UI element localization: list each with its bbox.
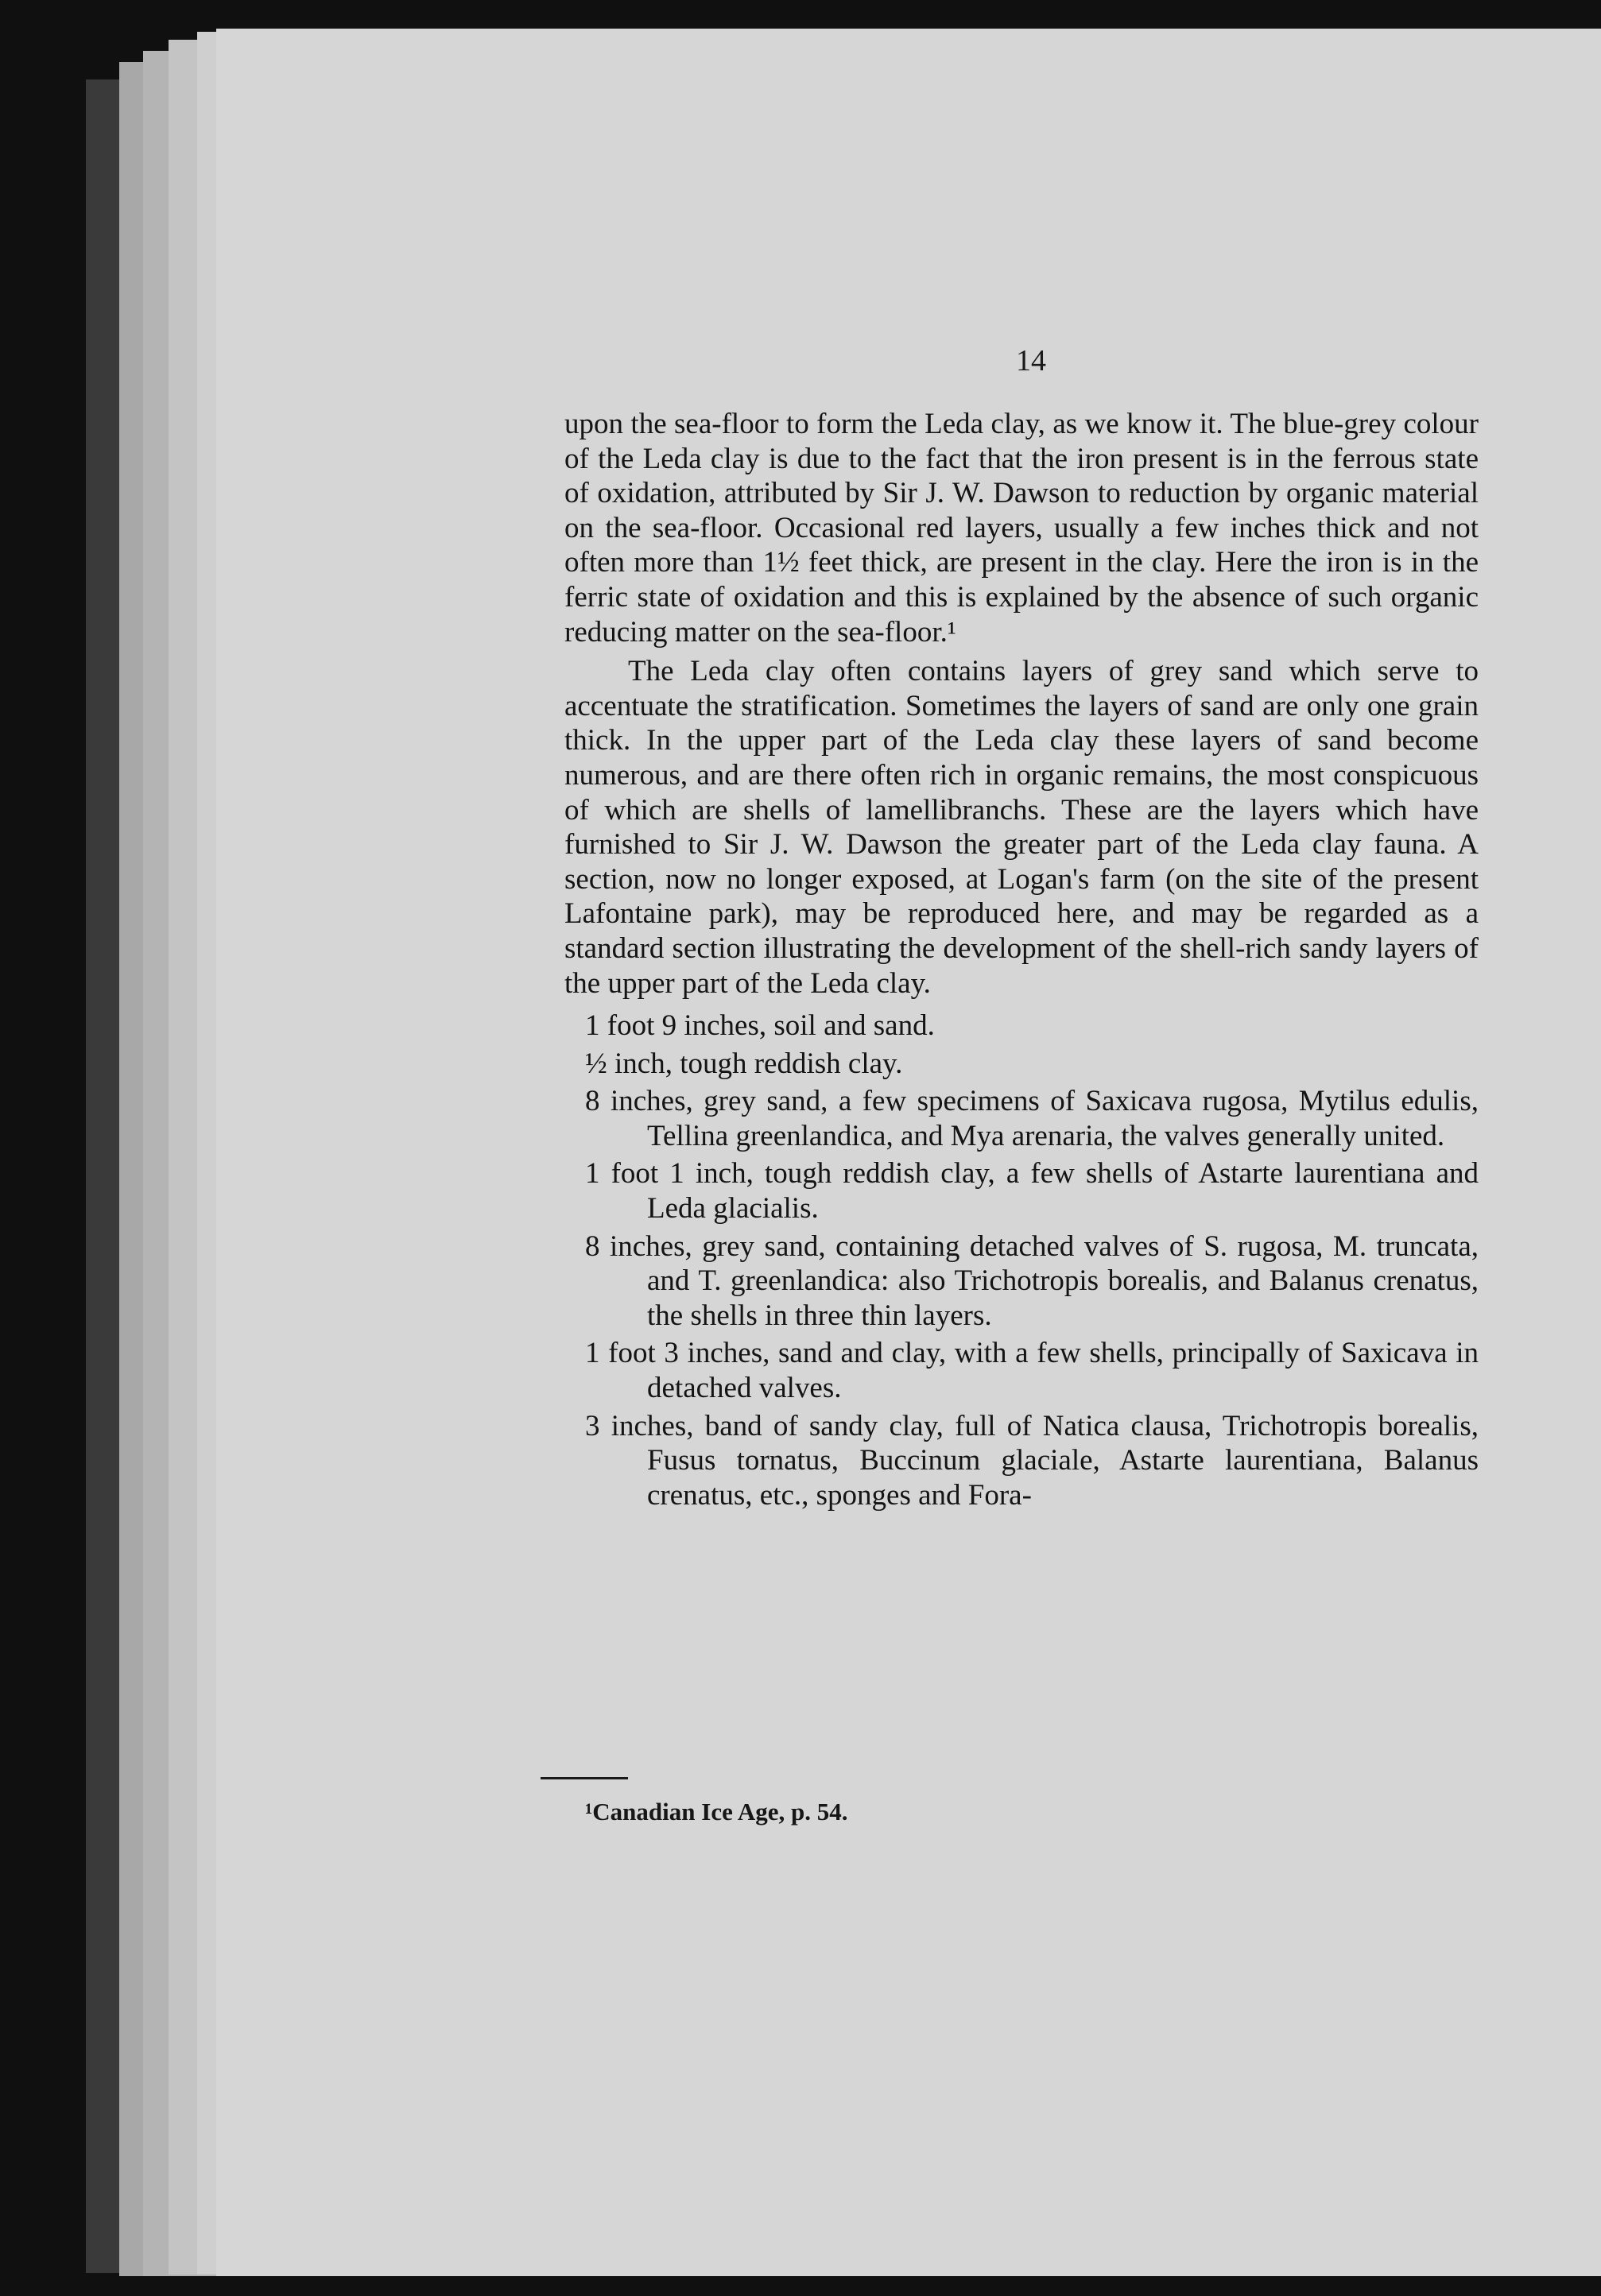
section-layer: 1 foot 1 inch, tough reddish clay, a few shells of Astarte laurentiana and Leda glacialis. [585,1157,1479,1225]
section-layer: 1 foot 9 inches, soil and sand. [585,1009,935,1043]
body-text [564,407,1479,1516]
paragraph: The Leda clay often contains layers of grey sand which serve to accentuate the stratification. Sometimes the layers of sand are only one grain thick. In the upper part of the Leda clay these layers of sand become numerous, and are there often rich in organic remains, the most conspicuous of which are shells of lamellibranchs. These are the layers which have furnished to Sir J. W. Dawson the greater part of the Leda clay fauna. A section, now no longer exposed, at Logan's farm (on the site of the present Lafontaine park), may be reproduced here, and may be regarded as a standard section illustrating the development of the shell-rich sandy layers of the upper part of the Leda clay. [564,655,1479,1000]
section-layer: 8 inches, grey sand, containing detached valves of S. rugosa, M. truncata, and T. greenlandica: also Trichotropis borealis, and Balanus crenatus, the shells in three thin layers. [585,1229,1479,1332]
page-number: 14 [1016,344,1046,378]
stratigraphic-section-list [564,1009,1479,1512]
section-layer: ½ inch, tough reddish clay. [585,1047,903,1080]
paragraph: upon the sea-floor to form the Leda clay, as we know it. The blue-grey colour of the Leda clay is due to the fact that the iron present is in the ferrous state of oxidation, attributed by Sir J. W. Dawson to reduction by organic material on the sea-floor. Occasional red layers, usually a few inches thick and not often more than 1½ feet thick, are present in the clay. Here the iron is in the ferric state of oxidation and this is explained by the absence of such organic reducing matter on the sea-floor.¹ [564,408,1479,649]
section-layer: 1 foot 3 inches, sand and clay, with a few shells, principally of Saxicava in detached valves. [585,1337,1479,1405]
section-layer: 3 inches, band of sandy clay, full of Natica clausa, Trichotropis borealis, Fusus tornatus, Buccinum glaciale, Astarte laurentiana, Balanus crenatus, etc., sponges and Fora- [585,1409,1479,1512]
section-layer: 8 inches, grey sand, a few specimens of Saxicava rugosa, Mytilus edulis, Tellina greenlandica, and Mya arenaria, the valves generally united. [585,1085,1479,1152]
footnote-divider [541,1777,628,1779]
footnote: ¹Canadian Ice Age, p. 54. [585,1798,848,1826]
book-spine [86,79,122,2273]
